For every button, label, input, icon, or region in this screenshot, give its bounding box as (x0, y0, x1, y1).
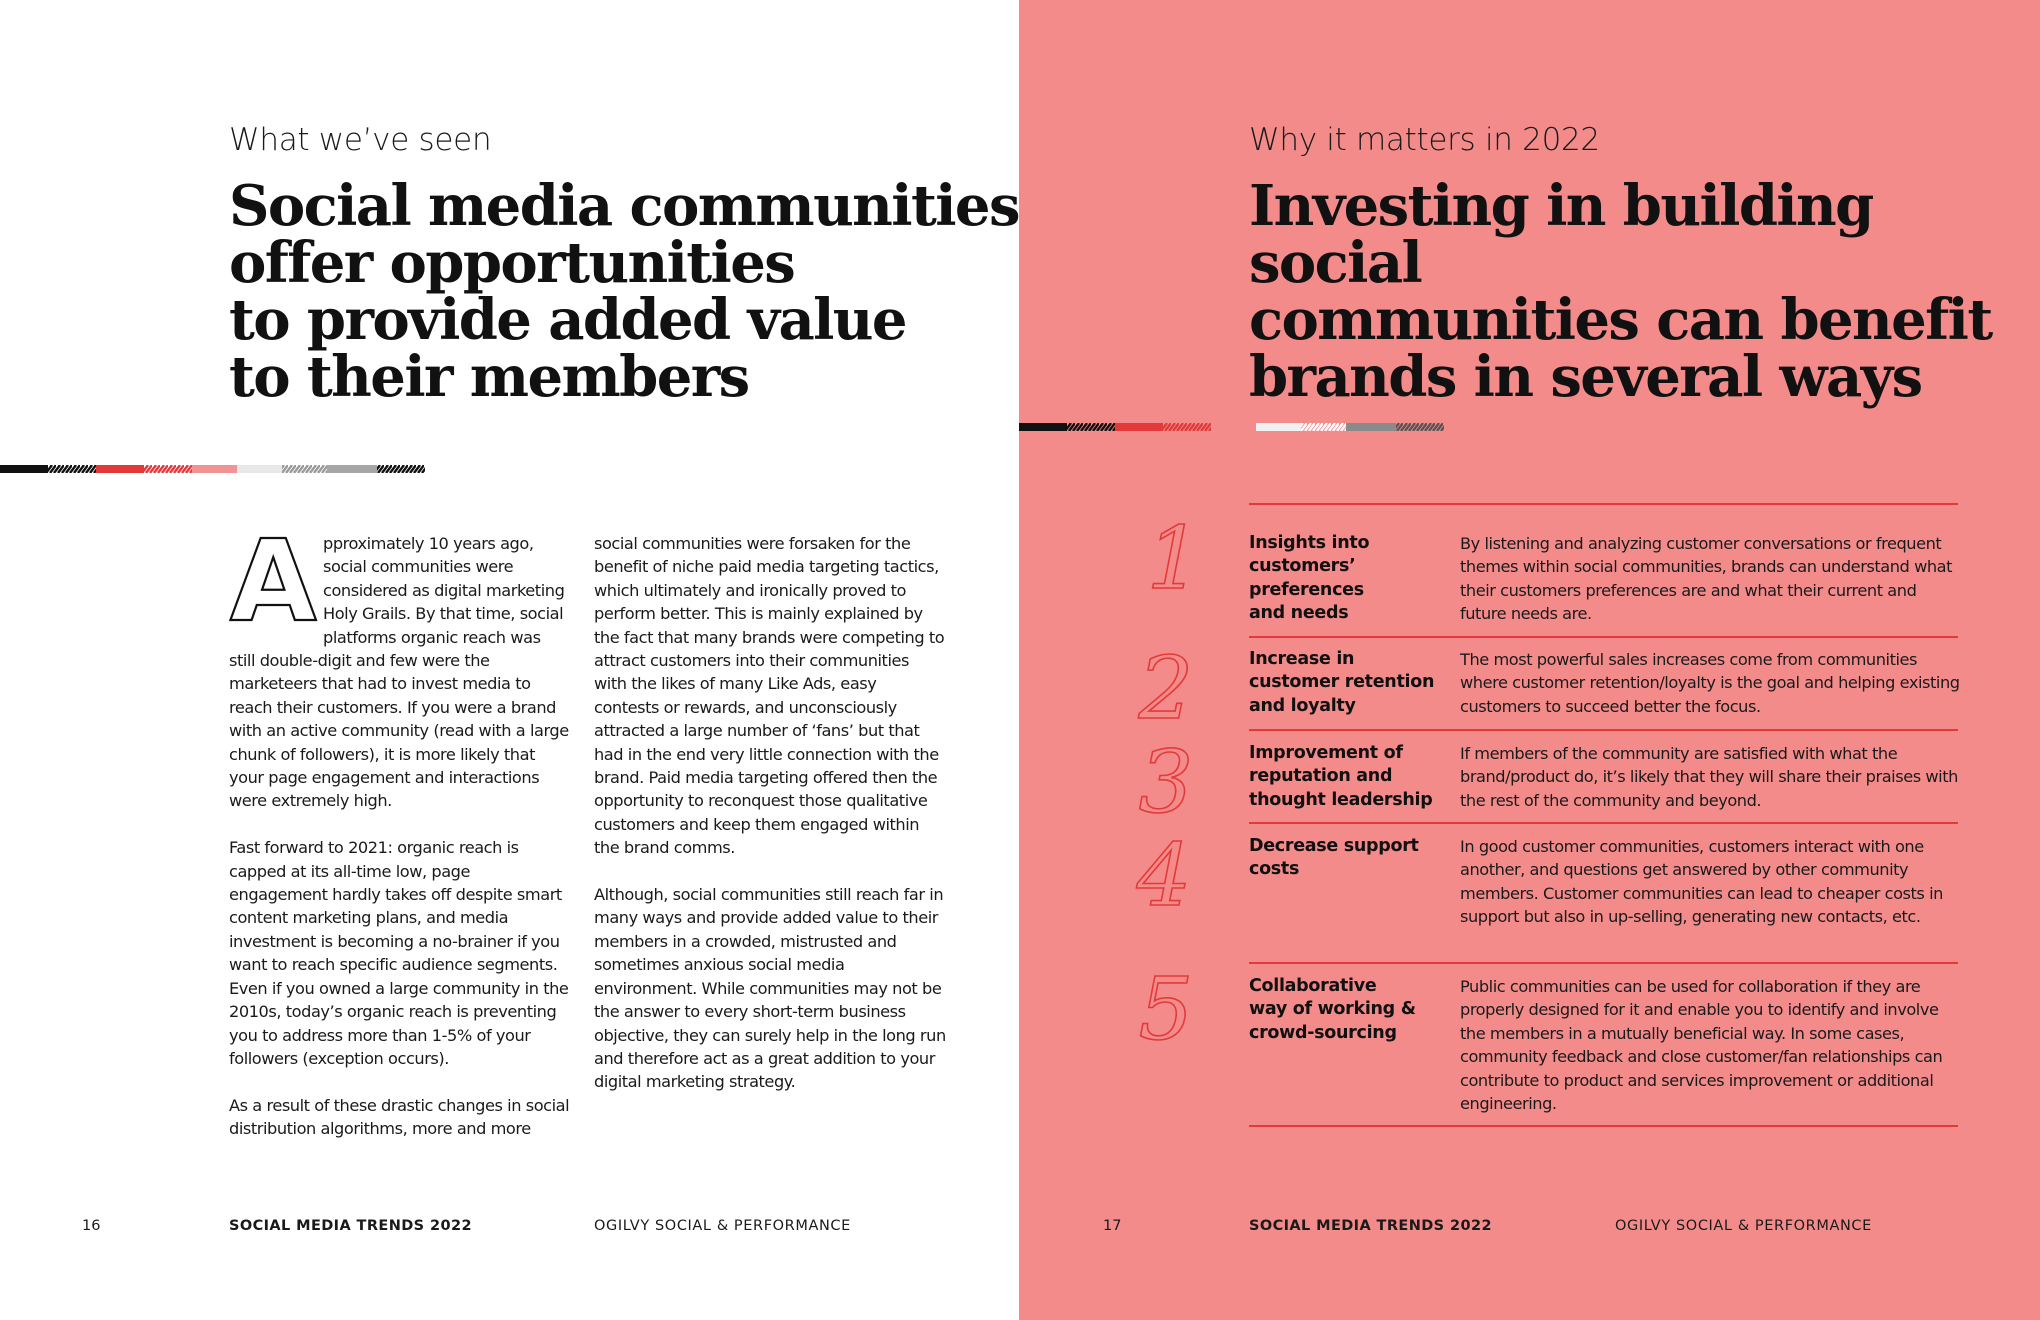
left-headline-line: to their members (229, 344, 749, 410)
left-decorative-stripe (0, 460, 430, 468)
title-line: thought leadership (1249, 789, 1433, 810)
item-description: Public communities can be used for collaboration if they are properly designed for it and enable you to identify and involve the members in a mutually beneficial way. In some cases, community feedback and close customer/fan relationships can contribute to product and services improvement or additional engineering. (1460, 977, 1943, 1114)
title-line: Increase in (1249, 649, 1355, 669)
right-headline-line: communities can benefit (1249, 287, 1992, 353)
left-headline (229, 173, 1019, 410)
page-number: 16 (82, 1218, 101, 1234)
item-description: If members of the community are satisfied with what the brand/product do, it’s likely that they will share their praises with the rest of the community and beyond. (1460, 744, 1958, 810)
right-headline (1249, 173, 2040, 410)
page-number: 17 (1103, 1218, 1122, 1234)
list-divider (1249, 503, 1958, 505)
dropcap-text: A (229, 532, 317, 628)
paragraph: Although, social communities still reach far in many ways and provide added value to their members in a crowded, mistrusted and sometimes anxious social media environment. While communities may not be the answer to every short-term business objective, they can surely help in the long run and therefore act as a great addition to your digital marketing strategy. (594, 885, 946, 1092)
title-line: customer retention (1249, 672, 1435, 693)
footer-agency: OGILVY SOCIAL & PERFORMANCE (594, 1218, 851, 1234)
right-decorative-stripe (1019, 418, 1449, 426)
list-divider (1249, 962, 1958, 964)
paragraph: Fast forward to 2021: organic reach is capped at its all-time low, page engagement hardly takes off despite smart content marketing plans, and media investment is becoming a no-brainer if you want to reach specific audience segments. Even if you owned a large community in the 2010s, today’s organic reach is preventing you to address more than 1-5% of your followers (exception occurs). (229, 838, 569, 1068)
list-divider (1249, 729, 1958, 731)
item-description: In good customer communities, customers interact with one another, and questions get answered by other community members. Customer communities can lead to cheaper costs in support but also in up-selling, generating new contacts, etc. (1460, 837, 1943, 927)
title-line: crowd-sourcing (1249, 1022, 1397, 1043)
paragraph: social communities were forsaken for the benefit of niche paid media targeting tactics, which ultimately and ironically proved to perform better. This is mainly explained by the fact that many brands were competing to attract customers into their communities with the likes of many Like Ads, easy contests or rewards, and unconsciously attracted a large number of ‘fans’ but that had in the end very little connection with the brand. Paid media targeting offered then the opportunity to reconquest those qualitative customers and keep them engaged within the brand comms. (594, 534, 945, 858)
list-divider (1249, 822, 1958, 824)
footer-agency: OGILVY SOCIAL & PERFORMANCE (1615, 1218, 1872, 1234)
footer-publication: SOCIAL MEDIA TRENDS 2022 (229, 1218, 472, 1234)
title-line: Collaborative (1249, 976, 1377, 996)
item-description: By listening and analyzing customer conversations or frequent themes within social communities, brands can understand what their customers preferences are and what their current and future needs are. (1460, 534, 1953, 624)
dropcap-letter-a (227, 532, 319, 628)
item-title (1249, 835, 1449, 882)
right-headline-line: brands in several ways (1249, 344, 1922, 410)
number-4-graphic (1119, 827, 1209, 917)
left-headline-line: to provide added value (229, 287, 906, 353)
number-1-graphic (1129, 510, 1219, 600)
item-title (1249, 648, 1449, 718)
number-3-graphic (1121, 734, 1211, 824)
title-line: Improvement of (1249, 743, 1403, 763)
title-line: Decrease support (1249, 836, 1419, 856)
paragraph: As a result of these drastic changes in social distribution algorithms, more and more (229, 1095, 570, 1139)
stripe-graphic (1019, 423, 1449, 431)
left-body-column-2 (594, 532, 946, 1117)
title-line: costs (1249, 859, 1300, 880)
title-line: customers’ (1249, 556, 1356, 577)
list-divider (1249, 636, 1958, 638)
item-number: 5 (1138, 961, 1194, 1051)
number-5-graphic (1121, 961, 1211, 1051)
right-headline-line: Investing in building social (1249, 173, 1873, 296)
list-divider (1249, 1125, 1958, 1127)
paragraph (229, 532, 571, 813)
stripe-graphic (0, 465, 430, 473)
title-line: and needs (1249, 603, 1349, 624)
paragraph-text: pproximately 10 years ago, social communities were considered as digital marketing Holy Grails. By that time, social platforms organic reach was still double-digit and few were the marketeers that had to invest media to reach their customers. If you were a brand with an active community (read with a large chunk of followers), it is more likely that your page engagement and interactions were extremely high. (229, 534, 569, 811)
item-number: 3 (1138, 734, 1194, 824)
left-body-column-1 (229, 532, 571, 1164)
item-number: 2 (1138, 640, 1194, 730)
title-line: way of working & (1249, 999, 1416, 1020)
item-title (1249, 532, 1449, 626)
item-title (1249, 975, 1449, 1045)
title-line: and loyalty (1249, 695, 1356, 716)
footer-publication: SOCIAL MEDIA TRENDS 2022 (1249, 1218, 1492, 1234)
item-description: The most powerful sales increases come from communities where customer retention/loyalty is the goal and helping existing customers to succeed better the focus. (1460, 650, 1960, 716)
left-headline-line: Social media communities (229, 173, 1019, 239)
title-line: Insights into (1249, 533, 1370, 553)
left-page (0, 0, 1019, 1320)
right-page (1019, 0, 2040, 1320)
title-line: reputation and (1249, 766, 1393, 787)
number-2-graphic (1121, 640, 1211, 730)
item-number: 1 (1146, 510, 1202, 600)
title-line: preferences (1249, 579, 1364, 600)
item-number: 4 (1136, 827, 1192, 917)
left-headline-line: offer opportunities (229, 230, 795, 296)
right-eyebrow: Why it matters in 2022 (1249, 122, 1600, 158)
left-eyebrow: What we’ve seen (229, 122, 492, 158)
item-title (1249, 742, 1449, 812)
